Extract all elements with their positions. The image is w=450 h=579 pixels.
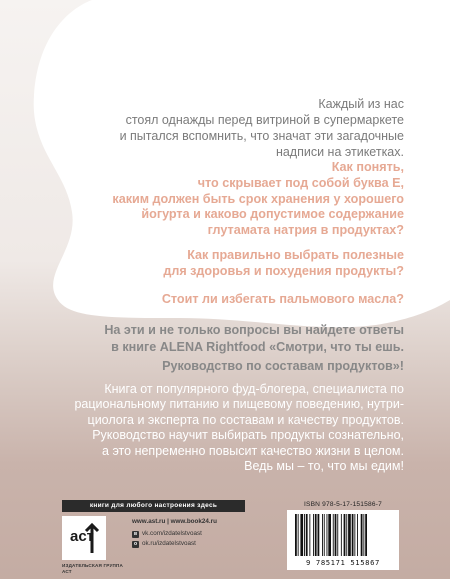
ok-link[interactable] [132, 539, 217, 549]
barcode-panel [287, 510, 399, 570]
ast-logo-icon [68, 519, 100, 557]
about-line: Книга от популярного фуд-блогера, специалиста по [104, 382, 404, 396]
publisher-links [132, 517, 217, 549]
publisher-caption: ИЗДАТЕЛЬСКАЯ ГРУППА АСТ [62, 563, 124, 574]
question-line: каким должен быть срок хранения у хорошего [112, 191, 404, 206]
vk-link[interactable] [132, 529, 217, 539]
intro-line: Каждый из нас [318, 97, 404, 111]
question-line: для здоровья и похудения продукты? [163, 263, 404, 278]
barcode-bars-icon [293, 514, 393, 558]
intro-line: надписи на этикетках. [275, 145, 404, 159]
tagline-bar: книги для любого настроения здесь [62, 500, 245, 512]
about-line: Ведь мы – то, что мы едим! [244, 459, 404, 474]
vk-link-text: vk.com/izdatelstvoast [142, 530, 202, 537]
ok-icon: о [133, 540, 138, 547]
answer-line: в книге ALENA Rightfood «Смотри, что ты ешь. [111, 339, 404, 354]
about-line: а это непременно повысит качество жизни в целом. [102, 443, 404, 458]
answer-line: Руководство по составам продуктов»! [162, 359, 404, 373]
intro-paragraph [44, 96, 404, 160]
intro-line: стоял однажды перед витриной в супермаркете [125, 113, 404, 127]
website-links[interactable]: www.ast.ru | www.book24.ru [132, 518, 217, 525]
question-healthy-products [44, 248, 404, 280]
question-palm-oil [44, 292, 404, 308]
vk-icon: в [133, 530, 138, 537]
intro-line: и пытался вспомнить, что значат эти загадочные [119, 129, 404, 143]
ok-link-text: ok.ru/izdatelstvoast [142, 540, 196, 547]
logo-text: аст [70, 528, 95, 545]
about-line: Руководство научит выбирать продукты сознательно, [92, 428, 404, 443]
barcode-digits: 9 785171 515867 [306, 558, 380, 567]
answer-line: На эти и не только вопросы вы найдете ответы [104, 323, 404, 337]
publisher-footer [62, 500, 402, 574]
isbn-label: ISBN 978-5-17-151586-7 [303, 501, 383, 508]
question-line: что скрывает под собой буква Е, [197, 175, 404, 190]
about-line: циолога и эксперта по составам и качеству продуктов. [87, 412, 404, 427]
question-line: глутамата натрия в продуктах? [207, 223, 404, 238]
isbn-barcode [287, 500, 399, 570]
question-line: йогурта и каково допустимое содержание [141, 207, 404, 222]
about-paragraph [4, 382, 404, 474]
publisher-logo [62, 516, 106, 560]
question-line: Стоит ли избегать пальмового масла? [161, 292, 404, 306]
question-e-additives [44, 160, 404, 239]
question-line: Как правильно выбрать полезные [187, 248, 404, 262]
question-line: Как понять, [331, 160, 404, 174]
about-line: рациональному питанию и пищевому поведению, нутри- [74, 397, 404, 412]
answer-paragraph [24, 322, 404, 375]
